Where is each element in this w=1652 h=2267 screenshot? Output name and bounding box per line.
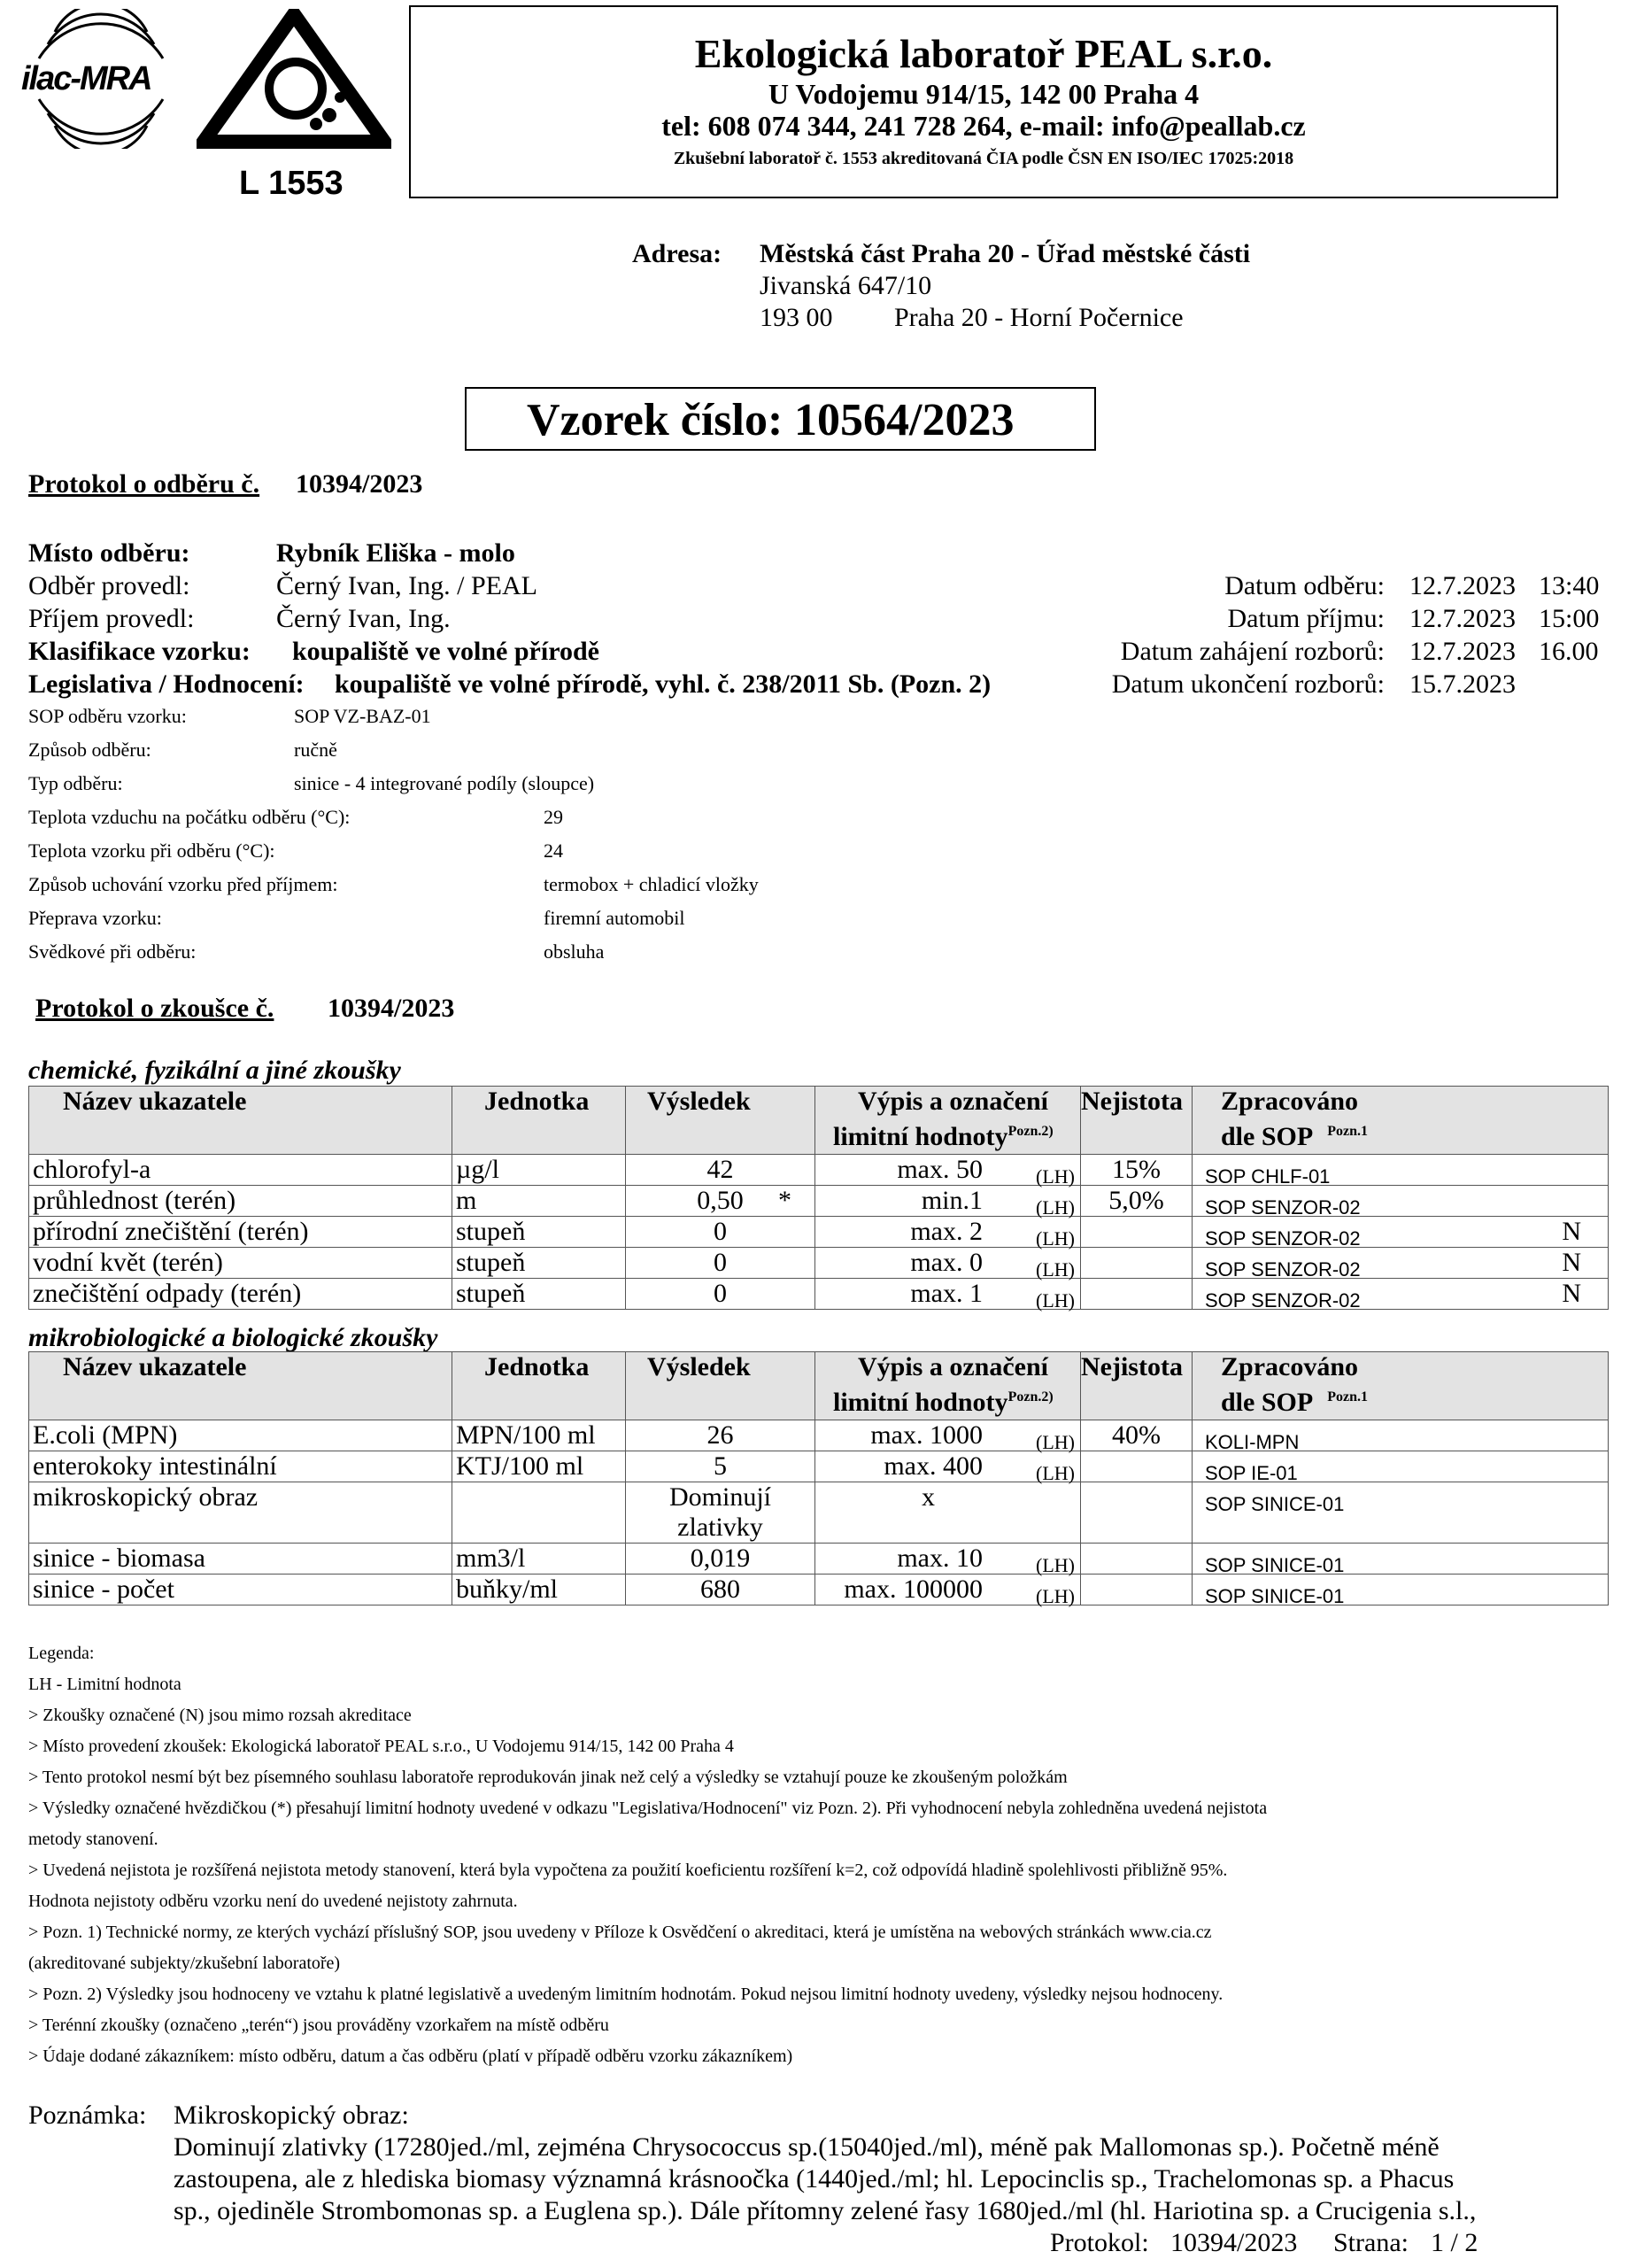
cell-uncertainty	[1081, 1279, 1193, 1310]
cell-name: E.coli (MPN)	[29, 1420, 452, 1451]
sop-value: SOP SENZOR-02	[1205, 1227, 1361, 1250]
table-row	[29, 1575, 1609, 1605]
limit-lh: (LH)	[1036, 1196, 1075, 1219]
cell-name: průhlednost (terén)	[29, 1186, 452, 1217]
received-by-value: Černý Ivan, Ing.	[276, 604, 451, 633]
cell-result	[626, 1248, 815, 1279]
lab-header-box	[409, 5, 1558, 198]
cell-result	[626, 1279, 815, 1310]
result-value-line2: zlativky	[677, 1513, 763, 1542]
limit-value: max. 10	[897, 1544, 983, 1573]
legend-line: > Zkoušky označené (N) jsou mimo rozsah akreditace	[28, 1706, 412, 1725]
header-limit-line2: limitní hodnoty	[833, 1388, 1008, 1417]
cell-limit	[815, 1451, 1081, 1482]
test-protocol-label: Protokol o zkoušce č.	[35, 994, 274, 1023]
result-value: 42	[706, 1155, 734, 1184]
cell-unit: stupeň	[452, 1248, 626, 1279]
limit-value: max. 400	[884, 1451, 983, 1481]
header-sop	[1193, 1087, 1609, 1155]
header-unit	[452, 1352, 626, 1420]
cell-sop	[1193, 1451, 1609, 1482]
cell-limit	[815, 1155, 1081, 1186]
cell-unit: MPN/100 ml	[452, 1420, 626, 1451]
cell-name: mikroskopický obraz	[29, 1482, 452, 1544]
detail-label: Teplota vzorku při odběru (°C):	[28, 839, 275, 862]
note-line: Dominují zlativky (17280jed./ml, zejména Chrysococcus sp.(15040jed./ml), méně pak Mallomonas sp.). Početně méně	[174, 2132, 1440, 2162]
limit-lh: (LH)	[1036, 1227, 1075, 1250]
date-analysis-end-label: Datum ukončení rozborů:	[1111, 669, 1385, 699]
sop-value: SOP SENZOR-02	[1205, 1196, 1361, 1219]
cell-uncertainty	[1081, 1248, 1193, 1279]
cell-result	[626, 1186, 815, 1217]
result-value: 0,50	[697, 1186, 744, 1215]
cia-accreditation-logo	[197, 9, 391, 151]
legend-line: > Výsledky označené hvězdičkou (*) přesahují limitní hodnoty uvedené v odkazu "Legislativa/Hodnocení" viz Pozn. 2). Při vyhodnocení nebyla zohledněna uvedená nejistota	[28, 1799, 1268, 1818]
limit-value: x	[922, 1482, 935, 1512]
date-received-date: 12.7.2023	[1409, 604, 1516, 633]
cell-name: sinice - biomasa	[29, 1544, 452, 1575]
lab-contact: tel: 608 074 344, 241 728 264, e-mail: info@peallab.cz	[661, 110, 1306, 142]
sop-value: SOP IE-01	[1205, 1462, 1298, 1484]
detail-value: ručně	[294, 739, 337, 761]
chemical-section-title: chemické, fyzikální a jiné zkoušky	[28, 1056, 401, 1085]
cell-uncertainty: 40%	[1081, 1420, 1193, 1451]
header-limit-line1: Výpis a označení	[858, 1352, 1049, 1381]
cell-uncertainty	[1081, 1451, 1193, 1482]
footer-page-value: 1 / 2	[1431, 2228, 1478, 2257]
legend-line: > Uvedená nejistota je rozšířená nejistota metody stanovení, která byla vypočtena za použití koeficientu rozšíření k=2, což odpovídá hladině spolehlivosti přibližně 95%.	[28, 1861, 1228, 1880]
legend-line: > Terénní zkoušky (označeno „terén“) jsou prováděny vzorkařem na místě odběru	[28, 2016, 609, 2035]
legend-line: > Místo provedení zkoušek: Ekologická laboratoř PEAL s.r.o., U Vodojemu 914/15, 142 00 Praha 4	[28, 1737, 734, 1756]
date-received-time: 15:00	[1539, 604, 1600, 633]
cell-uncertainty: 15%	[1081, 1155, 1193, 1186]
cell-result	[626, 1482, 815, 1544]
result-value: 26	[706, 1420, 734, 1450]
cell-unit: stupeň	[452, 1217, 626, 1248]
legend-line: (akreditované subjekty/zkušební laboratoře)	[28, 1954, 341, 1973]
cell-result	[626, 1575, 815, 1605]
customer-zip: 193 00	[760, 303, 833, 332]
result-value: Dominují	[668, 1482, 771, 1512]
table-row	[29, 1186, 1609, 1217]
detail-label: Typ odběru:	[28, 772, 123, 794]
header-limit	[815, 1087, 1081, 1155]
limit-lh: (LH)	[1036, 1289, 1075, 1311]
header-result	[626, 1087, 815, 1155]
place-label: Místo odběru:	[28, 538, 190, 568]
cell-unit: KTJ/100 ml	[452, 1451, 626, 1482]
lab-accreditation: Zkušební laboratoř č. 1553 akreditovaná ČIA podle ČSN EN ISO/IEC 17025:2018	[673, 149, 1294, 168]
cell-name: chlorofyl-a	[29, 1155, 452, 1186]
cell-unit: µg/l	[452, 1155, 626, 1186]
detail-label: Způsob odběru:	[28, 739, 151, 761]
cell-unit: buňky/ml	[452, 1575, 626, 1605]
legend-line: > Údaje dodané zákazníkem: místo odběru, datum a čas odběru (platí v případě odběru vzorku zákazníkem)	[28, 2046, 793, 2066]
cell-result	[626, 1217, 815, 1248]
cell-limit	[815, 1186, 1081, 1217]
cell-sop	[1193, 1155, 1609, 1186]
accreditation-flag: N	[1562, 1217, 1581, 1246]
legend-line: > Pozn. 2) Výsledky jsou hodnoceny ve vztahu k platné legislativě a uvedeným limitním hodnotám. Pokud nejsou limitní hodnoty uvedeny, výsledky nejsou hodnoceny.	[28, 1985, 1224, 2004]
table-row	[29, 1155, 1609, 1186]
customer-name: Městská část Praha 20 - Úřad městské části	[760, 239, 1251, 268]
cell-result	[626, 1451, 815, 1482]
detail-label: Teplota vzduchu na počátku odběru (°C):	[28, 806, 351, 828]
header-unit-text: Jednotka	[484, 1087, 590, 1116]
header-sop	[1193, 1352, 1609, 1420]
cell-uncertainty	[1081, 1217, 1193, 1248]
customer-street: Jivanská 647/10	[760, 271, 932, 300]
header-sop-line2: dle SOP	[1221, 1388, 1314, 1417]
cell-limit	[815, 1544, 1081, 1575]
cell-sop	[1193, 1544, 1609, 1575]
detail-value: termobox + chladicí vložky	[544, 873, 759, 895]
note-line: zastoupena, ale z hlediska biomasy významná krásnoočka (1440jed./ml; hl. Lepocinclis sp., Trachelomonas sp. a Phacus	[174, 2164, 1455, 2193]
detail-value: obsluha	[544, 940, 605, 963]
sop-value: SOP SENZOR-02	[1205, 1289, 1361, 1311]
address-label: Adresa:	[632, 239, 722, 268]
table-row	[29, 1217, 1609, 1248]
cell-sop	[1193, 1186, 1609, 1217]
sampled-by-label: Odběr provedl:	[28, 571, 190, 600]
header-sop-note: Pozn.1	[1327, 1389, 1368, 1404]
table-row	[29, 1279, 1609, 1310]
result-value: 0,019	[690, 1544, 751, 1573]
limit-lh: (LH)	[1036, 1258, 1075, 1281]
accreditation-flag: N	[1562, 1248, 1581, 1277]
header-sop-line2: dle SOP	[1221, 1122, 1314, 1151]
cell-unit: m	[452, 1186, 626, 1217]
sop-value: SOP SINICE-01	[1205, 1493, 1345, 1515]
detail-value: firemní automobil	[544, 907, 685, 929]
legend-line: Legenda:	[28, 1644, 95, 1663]
cell-uncertainty: 5,0%	[1081, 1186, 1193, 1217]
footer-protocol-number: 10394/2023	[1170, 2228, 1298, 2257]
limit-value: max. 100000	[844, 1575, 983, 1604]
cell-limit	[815, 1575, 1081, 1605]
legislation-label: Legislativa / Hodnocení:	[28, 669, 305, 699]
date-sampling-time: 13:40	[1539, 571, 1600, 600]
test-protocol-number: 10394/2023	[328, 994, 455, 1023]
table-row	[29, 1544, 1609, 1575]
cell-uncertainty	[1081, 1482, 1193, 1544]
header-uncertainty	[1081, 1352, 1193, 1420]
result-value: 0	[714, 1279, 727, 1308]
limit-value: min.1	[921, 1186, 983, 1215]
cell-name: vodní květ (terén)	[29, 1248, 452, 1279]
limit-value: max. 2	[910, 1217, 983, 1246]
sampled-by-value: Černý Ivan, Ing. / PEAL	[276, 571, 537, 600]
limit-lh: (LH)	[1036, 1165, 1075, 1188]
cell-name: sinice - počet	[29, 1575, 452, 1605]
note-label: Poznámka:	[28, 2101, 147, 2130]
received-by-label: Příjem provedl:	[28, 604, 195, 633]
header-result	[626, 1352, 815, 1420]
limit-lh: (LH)	[1036, 1431, 1075, 1453]
legend-line: > Tento protokol nesmí být bez písemného souhlasu laboratoře reprodukován jinak než celý a výsledky se vztahují pouze ke zkoušeným položkám	[28, 1768, 1068, 1787]
header-limit-line2: limitní hodnoty	[833, 1122, 1008, 1151]
sop-value: KOLI-MPN	[1205, 1431, 1300, 1453]
cell-uncertainty	[1081, 1575, 1193, 1605]
limit-value: max. 1	[910, 1279, 983, 1308]
sample-label: Vzorek číslo:	[527, 395, 784, 445]
lab-name: Ekologická laboratoř PEAL s.r.o.	[694, 31, 1273, 76]
cell-sop	[1193, 1482, 1609, 1544]
result-value: 0	[714, 1248, 727, 1277]
ilac-mra-logo	[12, 9, 189, 149]
header-uncertainty-text: Nejistota	[1081, 1087, 1183, 1116]
limit-lh: (LH)	[1036, 1554, 1075, 1576]
micro-results-table	[28, 1351, 1609, 1605]
legend-line: > Pozn. 1) Technické normy, ze kterých vychází příslušný SOP, jsou uvedeny v Příloze k Osvědčení o akreditaci, která je umístěna na webových stránkách www.cia.cz	[28, 1923, 1212, 1942]
cell-limit	[815, 1482, 1081, 1544]
detail-value: 24	[544, 839, 563, 862]
limit-value: max. 0	[910, 1248, 983, 1277]
limit-value: max. 50	[897, 1155, 983, 1184]
detail-value: SOP VZ-BAZ-01	[294, 705, 431, 727]
detail-label: Svědkové při odběru:	[28, 940, 197, 963]
date-analysis-start-label: Datum zahájení rozborů:	[1120, 637, 1385, 666]
footer-protocol-label: Protokol:	[1050, 2228, 1149, 2257]
date-analysis-end-date: 15.7.2023	[1409, 669, 1516, 699]
legend-line: Hodnota nejistoty odběru vzorku není do uvedené nejistoty zahrnuta.	[28, 1892, 518, 1911]
cell-name: přírodní znečištění (terén)	[29, 1217, 452, 1248]
table-row	[29, 1451, 1609, 1482]
header-sop-note: Pozn.1	[1327, 1124, 1368, 1139]
cell-limit	[815, 1279, 1081, 1310]
cell-unit: stupeň	[452, 1279, 626, 1310]
date-sampling-date: 12.7.2023	[1409, 571, 1516, 600]
legislation-value: koupaliště ve volné přírodě, vyhl. č. 238/2011 Sb. (Pozn. 2)	[335, 669, 992, 699]
cell-name: enterokoky intestinální	[29, 1451, 452, 1482]
note-line: sp., ojediněle Strombomonas sp. a Euglena sp.). Dále přítomny zelené řasy 1680jed./ml (hl. Hariotina sp. a Crucigenia s.l.,	[174, 2196, 1477, 2225]
header-uncertainty	[1081, 1087, 1193, 1155]
detail-label: SOP odběru vzorku:	[28, 705, 187, 727]
chemical-results-table	[28, 1086, 1609, 1310]
header-unit	[452, 1087, 626, 1155]
lab-number: L 1553	[239, 165, 344, 202]
header-sop-line1: Zpracováno	[1221, 1352, 1359, 1381]
header-limit-note: Pozn.2)	[1007, 1389, 1054, 1404]
sampling-protocol-number: 10394/2023	[296, 469, 423, 499]
cell-limit	[815, 1420, 1081, 1451]
header-uncertainty-text: Nejistota	[1081, 1352, 1183, 1381]
date-analysis-start-time: 16.00	[1539, 637, 1599, 666]
cell-result	[626, 1544, 815, 1575]
sample-number-box	[465, 387, 1096, 451]
cell-result	[626, 1420, 815, 1451]
result-value: 0	[714, 1217, 727, 1246]
date-sampling-label: Datum odběru:	[1224, 571, 1385, 600]
header-limit	[815, 1352, 1081, 1420]
accreditation-flag: N	[1562, 1279, 1581, 1308]
header-unit-text: Jednotka	[484, 1352, 590, 1381]
sampling-protocol-label: Protokol o odběru č.	[28, 469, 260, 499]
header-sop-line1: Zpracováno	[1221, 1087, 1359, 1116]
limit-lh: (LH)	[1036, 1585, 1075, 1607]
header-result-text: Výsledek	[647, 1087, 751, 1116]
micro-section-title: mikrobiologické a biologické zkoušky	[28, 1323, 438, 1352]
footer-page-label: Strana:	[1333, 2228, 1409, 2257]
header-limit-note: Pozn.2)	[1007, 1124, 1054, 1139]
cell-sop	[1193, 1248, 1609, 1279]
cell-sop	[1193, 1217, 1609, 1248]
cell-limit	[815, 1248, 1081, 1279]
result-value: 5	[714, 1451, 727, 1481]
cell-sop	[1193, 1420, 1609, 1451]
sop-value: SOP SINICE-01	[1205, 1585, 1345, 1607]
sop-value: SOP SINICE-01	[1205, 1554, 1345, 1576]
header-name-text: Název ukazatele	[63, 1352, 247, 1381]
header-name	[29, 1352, 452, 1420]
legend-line: LH - Limitní hodnota	[28, 1675, 181, 1694]
result-flag: *	[778, 1186, 791, 1215]
detail-value: 29	[544, 806, 563, 828]
note-title: Mikroskopický obraz:	[174, 2101, 409, 2130]
result-value: 680	[700, 1575, 740, 1604]
table-row	[29, 1420, 1609, 1451]
date-received-label: Datum příjmu:	[1227, 604, 1385, 633]
table-row	[29, 1482, 1609, 1544]
sop-value: SOP CHLF-01	[1205, 1165, 1331, 1188]
legend-line: metody stanovení.	[28, 1830, 158, 1849]
date-analysis-start-date: 12.7.2023	[1409, 637, 1516, 666]
cell-name: znečištění odpady (terén)	[29, 1279, 452, 1310]
cell-uncertainty	[1081, 1544, 1193, 1575]
classification-label: Klasifikace vzorku:	[28, 637, 251, 666]
header-result-text: Výsledek	[647, 1352, 751, 1381]
detail-label: Přeprava vzorku:	[28, 907, 162, 929]
sop-value: SOP SENZOR-02	[1205, 1258, 1361, 1281]
sample-number: 10564/2023	[794, 395, 1015, 445]
header-name	[29, 1087, 452, 1155]
table-row	[29, 1248, 1609, 1279]
place-value: Rybník Eliška - molo	[276, 538, 515, 568]
lab-address: U Vodojemu 914/15, 142 00 Praha 4	[768, 78, 1200, 110]
cell-sop	[1193, 1575, 1609, 1605]
cell-unit: mm3/l	[452, 1544, 626, 1575]
header-name-text: Název ukazatele	[63, 1087, 247, 1116]
limit-value: max. 1000	[870, 1420, 983, 1450]
detail-label: Způsob uchování vzorku před příjmem:	[28, 873, 338, 895]
header-limit-line1: Výpis a označení	[858, 1087, 1049, 1116]
cell-result	[626, 1155, 815, 1186]
limit-lh: (LH)	[1036, 1462, 1075, 1484]
cell-limit	[815, 1217, 1081, 1248]
customer-city: Praha 20 - Horní Počernice	[894, 303, 1184, 332]
classification-value: koupaliště ve volné přírodě	[292, 637, 599, 666]
detail-value: sinice - 4 integrované podíly (sloupce)	[294, 772, 595, 794]
cell-sop	[1193, 1279, 1609, 1310]
ilac-text: ilac-MRA	[21, 60, 151, 97]
cell-unit	[452, 1482, 626, 1544]
